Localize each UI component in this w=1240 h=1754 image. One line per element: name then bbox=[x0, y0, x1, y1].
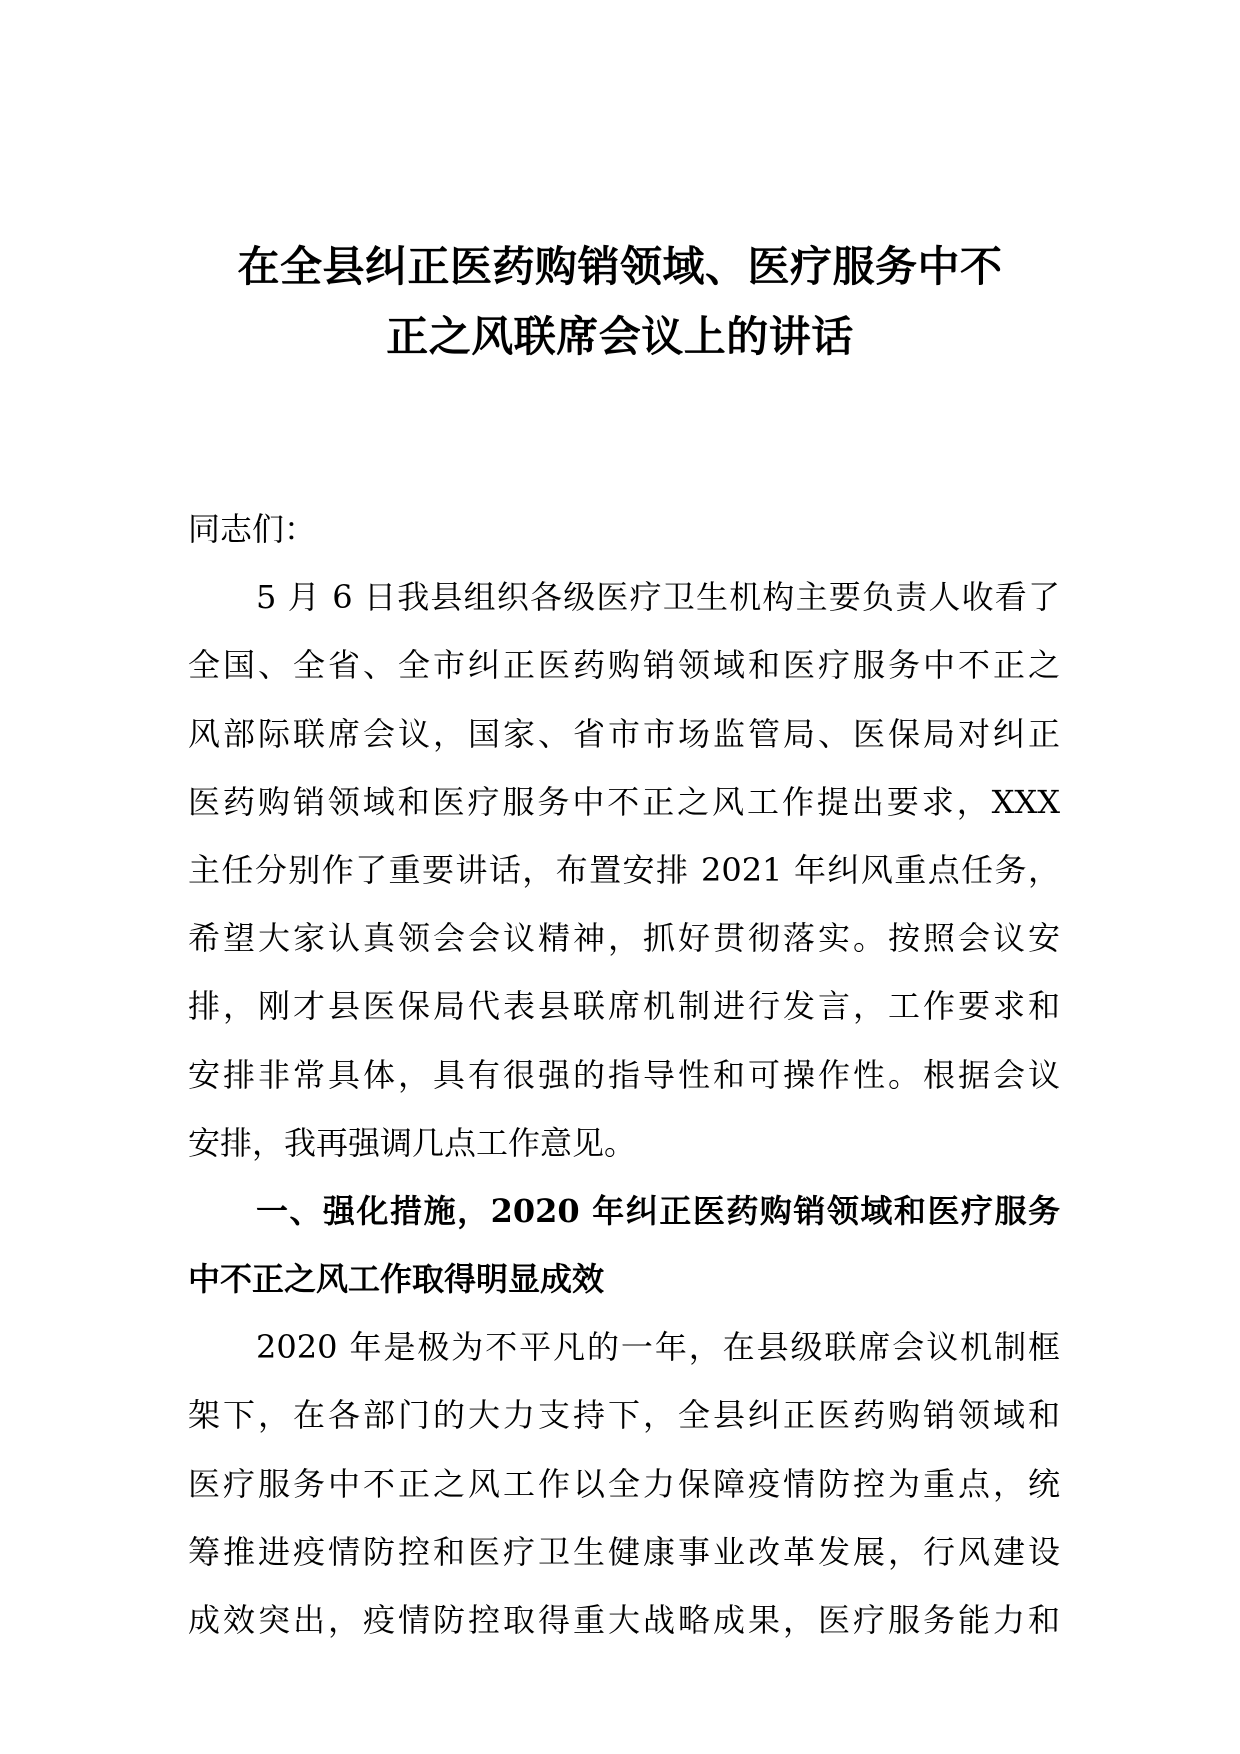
paragraph-line: 排，刚才县医保局代表县联席机制进行发言，工作要求和 bbox=[188, 987, 1060, 1026]
paragraph-line: 风部际联席会议，国家、省市市场监管局、医保局对纠正 bbox=[188, 714, 1060, 753]
document-body bbox=[188, 495, 1060, 1654]
document-title bbox=[200, 232, 1040, 372]
paragraph-line: 成效突出，疫情防控取得重大战略成果，医疗服务能力和 bbox=[188, 1601, 1060, 1639]
title-line: 在全县纠正医药购销领域、医疗服务中不 bbox=[237, 242, 1003, 291]
paragraph-line: 医药购销领域和医疗服务中不正之风工作提出要求，XXX bbox=[188, 782, 1060, 821]
paragraph-line: 安排非常具体，具有很强的指导性和可操作性。根据会议 bbox=[188, 1055, 1060, 1094]
paragraph-line: 5 月 6 日我县组织各级医疗卫生机构主要负责人收看了 bbox=[256, 578, 1060, 617]
paragraph-line: 主任分别作了重要讲话，布置安排 2021 年纠风重点任务， bbox=[188, 850, 1060, 889]
paragraph-line: 2020 年是极为不平凡的一年，在县级联席会议机制框 bbox=[256, 1328, 1060, 1367]
paragraph-line: 安排，我再强调几点工作意见。 bbox=[188, 1123, 637, 1162]
section-heading-line: 中不正之风工作取得明显成效 bbox=[188, 1260, 605, 1299]
title-line: 正之风联席会议上的讲话 bbox=[386, 312, 854, 361]
section-heading-line: 一、强化措施，2020 年纠正医药购销领域和医疗服务 bbox=[256, 1191, 1060, 1230]
paragraph-line: 希望大家认真领会会议精神，抓好贯彻落实。按照会议安 bbox=[188, 919, 1060, 958]
salutation: 同志们： bbox=[188, 510, 317, 548]
paragraph-line: 架下，在各部门的大力支持下，全县纠正医药购销领域和 bbox=[188, 1396, 1060, 1435]
paragraph-line: 筹推进疫情防控和医疗卫生健康事业改革发展，行风建设 bbox=[188, 1532, 1060, 1571]
paragraph-line: 医疗服务中不正之风工作以全力保障疫情防控为重点，统 bbox=[188, 1464, 1060, 1503]
paragraph-line: 全国、全省、全市纠正医药购销领域和医疗服务中不正之 bbox=[188, 646, 1060, 685]
